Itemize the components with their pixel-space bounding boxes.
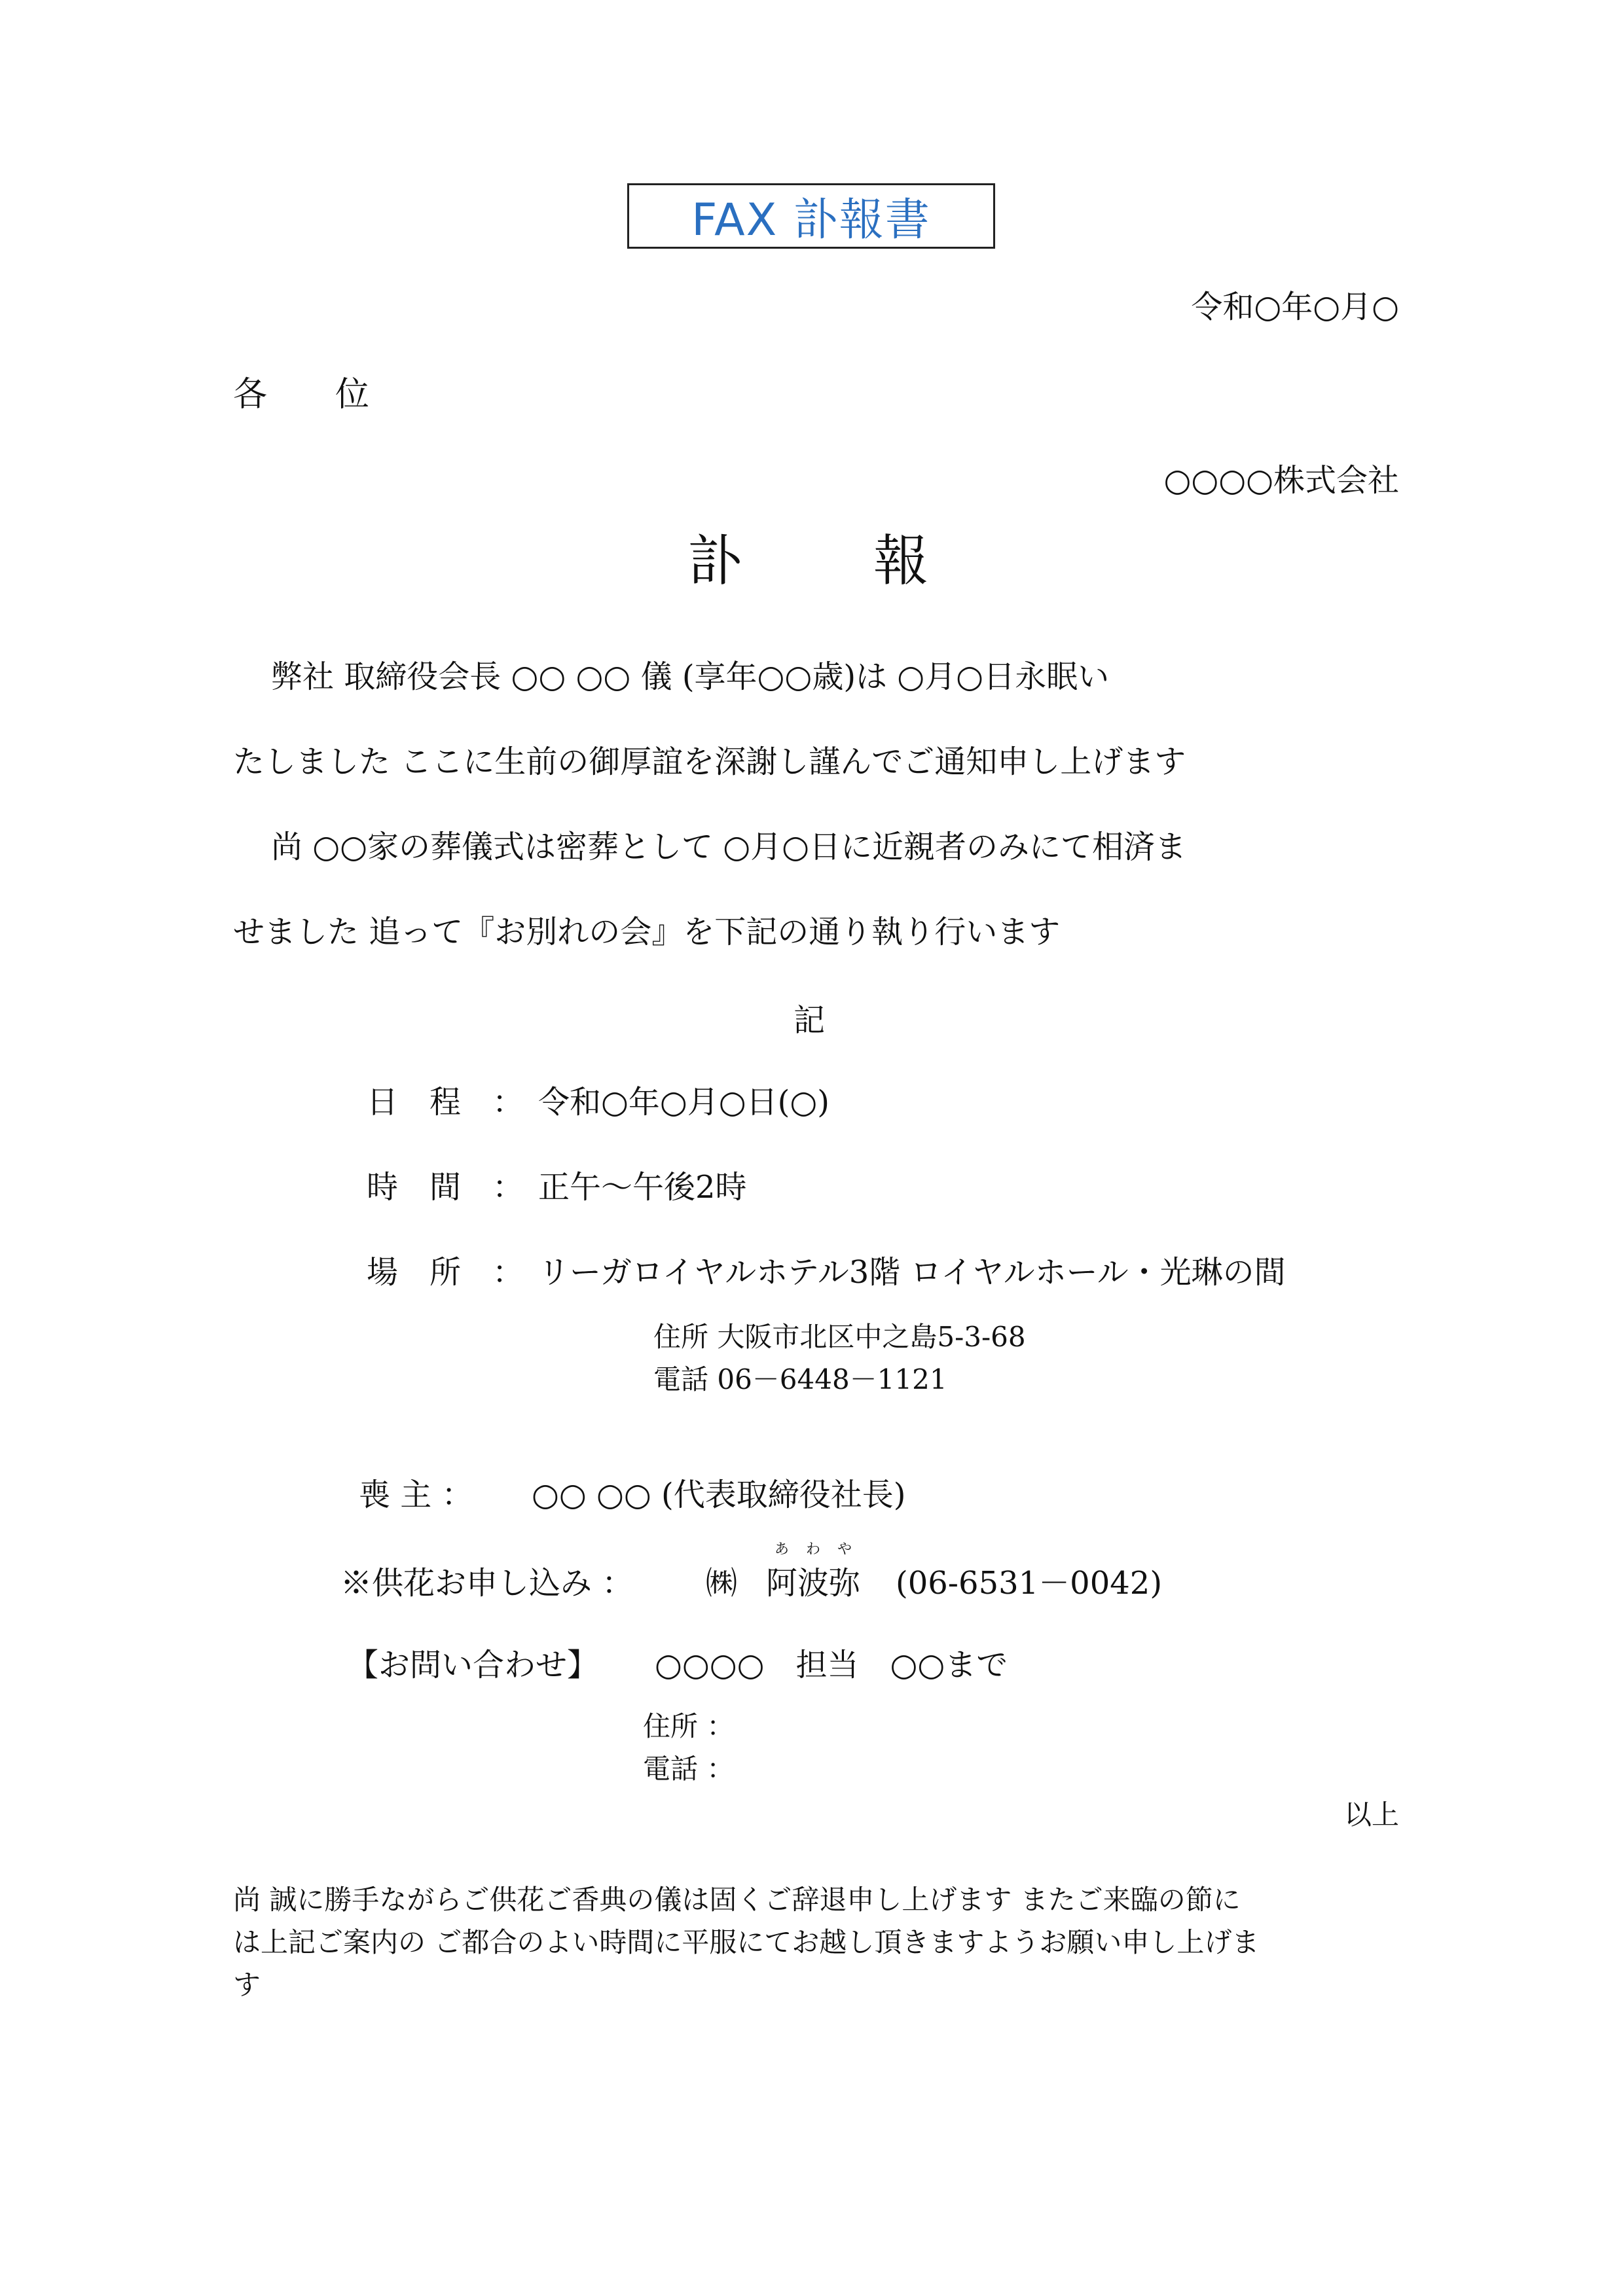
vendor-ruby bbox=[766, 1538, 860, 1558]
time-colon: ： bbox=[492, 1169, 524, 1206]
inquiry-address-label: 住所 ： bbox=[643, 1710, 735, 1742]
ruby-a: あ bbox=[774, 1541, 789, 1558]
fax-title: FAX 訃報書 bbox=[691, 194, 931, 246]
ki-heading: 記 bbox=[793, 1002, 826, 1039]
flowers-phone: (06-6531－0042) bbox=[896, 1565, 1163, 1602]
place-colon: ： bbox=[492, 1254, 524, 1291]
inquiry-phone-label: 電話 ： bbox=[643, 1753, 735, 1785]
flowers-vendor bbox=[766, 1541, 861, 1603]
inquiry-value: ○○○○ 担当 ○○まで bbox=[655, 1647, 1008, 1683]
place-label: 場 所 bbox=[367, 1254, 462, 1291]
vendor-name: 阿波弥 bbox=[766, 1565, 861, 1602]
place-value: リーガロイヤルホテル3階 ロイヤルホール・光琳の間 bbox=[538, 1254, 1286, 1291]
flowers-prefix: ㈱ bbox=[706, 1565, 738, 1602]
schedule-colon: ： bbox=[492, 1084, 524, 1121]
ruby-wa: わ bbox=[805, 1541, 820, 1558]
schedule-value: 令和○年○月○日(○) bbox=[538, 1084, 830, 1121]
body-line-4: せました 追って『お別れの会』を下記の通り執り行います bbox=[233, 914, 1061, 950]
document-title: 訃報 bbox=[687, 529, 1060, 593]
mourner-value: ○○ ○○ (代表取締役社長) bbox=[532, 1477, 906, 1513]
time-value: 正午～午後2時 bbox=[538, 1169, 747, 1206]
company-name: ○○○○株式会社 bbox=[1163, 462, 1399, 499]
document-date: 令和○年○月○ bbox=[1191, 289, 1399, 325]
body-line-3: 尚 ○○家の葬儀式は密葬として ○月○日に近親者のみにて相済ま bbox=[271, 829, 1187, 865]
venue-phone: 電話 06－6448－1121 bbox=[653, 1363, 947, 1395]
footnote-line-2: は上記ご案内の ご都合のよい時間に平服にてお越し頂きますようお願い申し上げま bbox=[233, 1926, 1260, 1958]
flowers-label: ※供花お申し込み ： bbox=[340, 1565, 634, 1602]
fax-title-box bbox=[627, 183, 995, 249]
ruby-ya: や bbox=[837, 1541, 852, 1558]
footnote-line-3: す bbox=[233, 1969, 261, 2001]
closing: 以上 bbox=[1343, 1799, 1399, 1831]
addressee: 各 位 bbox=[233, 375, 370, 414]
body-line-1: 弊社 取締役会長 ○○ ○○ 儀 (享年○○歳)は ○月○日永眠い bbox=[271, 658, 1110, 695]
inquiry-label: 【お問い合わせ】 bbox=[347, 1647, 599, 1683]
body-line-2: たしました ここに生前の御厚誼を深謝し謹んでご通知申し上げます bbox=[233, 744, 1186, 780]
time-label: 時 間 bbox=[367, 1169, 462, 1206]
schedule-label: 日 程 bbox=[367, 1084, 462, 1121]
footnote-line-1: 尚 誠に勝手ながらご供花ご香典の儀は固くご辞退申し上げます またご来臨の節に bbox=[233, 1884, 1241, 1916]
mourner-label: 喪 主 ： bbox=[359, 1477, 473, 1513]
venue-address: 住所 大阪市北区中之島5-3-68 bbox=[653, 1321, 1026, 1353]
